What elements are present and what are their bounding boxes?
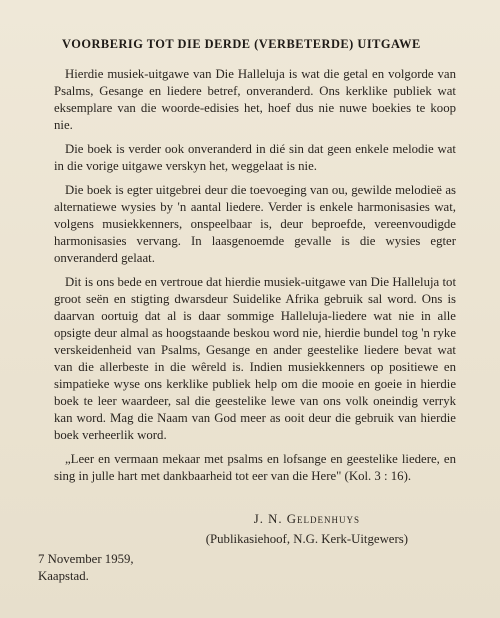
paragraph-5-quote: „Leer en vermaan mekaar met psalms en lofsange en geestelike liedere, en sing in julle hart met dankbaarheid tot eer van die Here" (Kol. 3 : 16). — [54, 452, 456, 483]
paragraph-1: Hierdie musiek-uitgawe van Die Halleluja is wat die getal en volgorde van Psalms, Gesange en liedere betref, onveranderd. Ons kerklike publiek wat eksemplare van die woorde-edisies het, hoef dus nie nuwe boekies te koop nie. — [54, 67, 456, 132]
signatory-role: (Publikasiehoof, N.G. Kerk-Uitgewers) — [205, 532, 408, 546]
date-text: 7 November 1959, — [38, 552, 134, 566]
place-text: Kaapstad. — [38, 569, 89, 583]
paragraph-3: Die boek is egter uitgebrei deur die toevoeging van ou, gewilde melodieë as alternatiewe wysies by 'n aantal liedere. Verder is enkele harmonisasies wat, volgens musiekkenners, onspeelbaar is, deur beproefde, vereenvoudigde harmonisasies vervang. In laasgenoemde gevalle is die wysies egter onveranderd gelaat. — [54, 183, 456, 265]
signature-block — [206, 509, 408, 549]
document-body — [54, 66, 456, 492]
paragraph-2: Die boek is verder ook onveranderd in dié sin dat geen enkele melodie wat in die vorige uitgawe verskyn het, weggelaat is nie. — [54, 142, 456, 173]
signatory-name: J. N. Geldenhuys — [253, 512, 361, 526]
paragraph-4: Dit is ons bede en vertroue dat hierdie musiek-uitgawe van Die Halleluja tot groot seën en stigting dwarsdeur Suidelike Afrika gebruik sal word. Ons is daarvan oortuig dat al is daar sommige Halleluja-liedere wat nie in alle opsigte deur almal as hoogstaande beskou word nie, hierdie bundel tog 'n ryke verskeidenheid van Psalms, Gesange en ander geestelike liedere bevat wat van die allerbeste in die wêreld is. Indien musiekkenners op positiewe en simpatieke wyse ons kerklike publiek help om die mooie en goeie in hierdie boek te leer waardeer, sal die geestelike lewe van ons volk oneindig verryk kan word. Mag die Naam van God meer as ooit deur die gebruik van hierdie boek verheerlik word. — [54, 275, 456, 442]
page-heading: VOORBERIG TOT DIE DERDE (VERBETERDE) UITGAWE — [62, 37, 421, 51]
dateline — [38, 551, 134, 585]
